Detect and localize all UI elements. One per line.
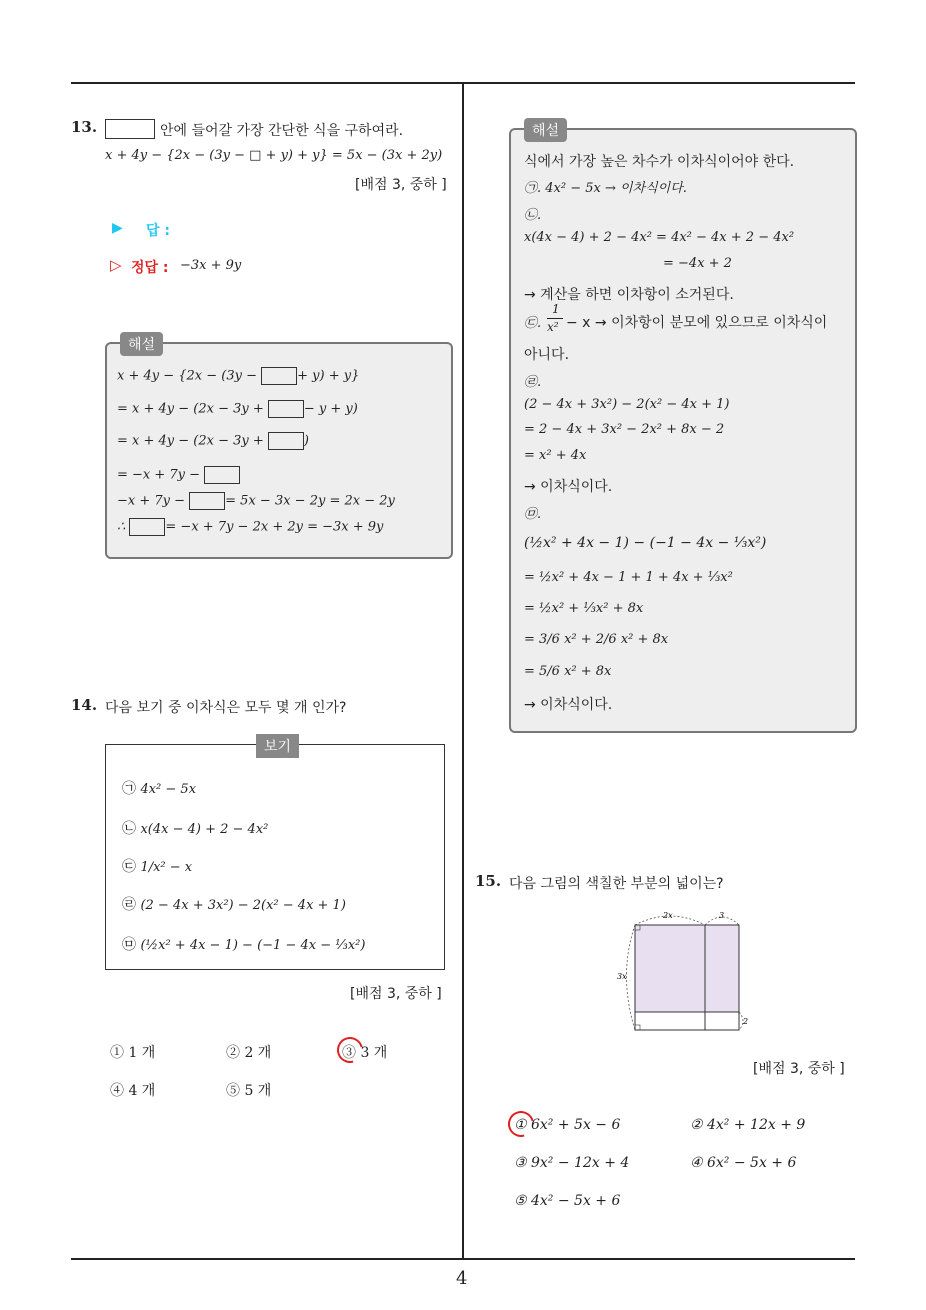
q15-text: 다음 그림의 색칠한 부분의 넓이는? <box>509 876 724 892</box>
sol14-frac-num: 1 <box>552 302 560 316</box>
sol14-line-2: ㉠. 4x² − 5x → 이차식이다. <box>524 181 687 196</box>
sol14-line-7: ㉢. <box>524 316 542 331</box>
answer-arrow-icon: ▶ <box>112 220 123 236</box>
q15-figure <box>610 905 760 1035</box>
q14-item-2: ㉡ x(4x − 4) + 2 − 4x² <box>122 821 269 837</box>
q14-item-3: ㉢ 1/x² − x <box>122 859 193 875</box>
column-divider <box>462 82 464 1260</box>
q14-text: 다음 보기 중 이차식은 모두 몇 개 인가? <box>105 700 347 716</box>
q15-number: 15. <box>475 872 502 890</box>
q14-option-4[interactable]: ④ 4 개 <box>110 1083 156 1099</box>
sol14-line-1: 식에서 가장 높은 차수가 이차식이어야 한다. <box>524 154 795 170</box>
sol14-line-13: = x² + 4x <box>524 448 587 463</box>
q14-item-1: ㉠ 4x² − 5x <box>122 781 197 797</box>
sol14-line-6: → 계산을 하면 이차항이 소거된다. <box>524 287 734 303</box>
q13-number: 13. <box>71 118 98 136</box>
label-2x: 2x <box>663 911 673 920</box>
sol14-frac-den: x² <box>547 320 559 334</box>
page-number: 4 <box>456 1268 468 1289</box>
sol14-line-19: = 3/6 x² + 2/6 x² + 8x <box>524 632 669 647</box>
label-2: 2 <box>743 1017 749 1026</box>
label-3x: 3x <box>617 972 627 981</box>
brace-left <box>627 925 636 1030</box>
q14-solution-tag: 해설 <box>524 118 567 142</box>
sol13-line2: = x + 4y − (2x − 3y + − y + y) <box>117 401 358 417</box>
q13-correct-label: 정답 : <box>131 260 169 276</box>
q15-option-4[interactable]: ④ 6x² − 5x + 6 <box>690 1155 797 1171</box>
q14-number: 14. <box>71 696 98 714</box>
sol14-line-9: 아니다. <box>524 347 570 363</box>
q14-example-tag: 보기 <box>256 734 299 758</box>
sol14-line-3: ㉡. <box>524 208 542 223</box>
q15-score: [배점 3, 중하 ] <box>753 1061 845 1077</box>
sol13-line3: = x + 4y − (2x − 3y + ) <box>117 433 309 449</box>
sol13-line6: ∴ = −x + 7y − 2x + 2y = −3x + 9y <box>117 519 384 535</box>
sol14-line-8: − x → 이차항이 분모에 있으므로 이차식이 <box>566 315 828 331</box>
sol14-line-14: → 이차식이다. <box>524 479 613 495</box>
q14-option-2[interactable]: ② 2 개 <box>226 1045 272 1061</box>
q14-item-4: ㉣ (2 − 4x + 3x²) − 2(x² − 4x + 1) <box>122 897 346 913</box>
q14-score: [배점 3, 중하 ] <box>350 986 442 1002</box>
q14-option-3[interactable]: ③ 3 개 <box>342 1045 388 1061</box>
sol14-line-21: → 이차식이다. <box>524 697 613 713</box>
q15-selected-mark <box>503 1106 539 1142</box>
sol14-line-15: ㉤. <box>524 507 542 522</box>
q13-blank-box <box>105 119 155 139</box>
q15-option-3[interactable]: ③ 9x² − 12x + 4 <box>514 1155 630 1171</box>
sol13-line4: = −x + 7y − <box>117 466 240 484</box>
sol13-line5: −x + 7y − = 5x − 3x − 2y = 2x − 2y <box>117 493 395 509</box>
q14-item-5: ㉤ (½x² + 4x − 1) − (−1 − 4x − ⅓x²) <box>122 937 366 953</box>
q15-option-2[interactable]: ② 4x² + 12x + 9 <box>690 1117 806 1133</box>
q13-score: [배점 3, 중하 ] <box>355 177 447 193</box>
q13-answer-label: 답 : <box>146 223 170 239</box>
sol14-line-17: = ½x² + 4x − 1 + 1 + 4x + ⅓x² <box>524 570 733 585</box>
sol14-frac-bar <box>547 318 563 319</box>
sol14-line-11: (2 − 4x + 3x²) − 2(x² − 4x + 1) <box>524 397 730 412</box>
q15-option-1[interactable]: ① 6x² + 5x − 6 <box>514 1117 621 1133</box>
bottom-rule <box>71 1258 855 1260</box>
q14-option-1[interactable]: ① 1 개 <box>110 1045 156 1061</box>
q13-solution-tag: 해설 <box>120 332 163 356</box>
q14-selected-mark <box>332 1032 368 1068</box>
sol14-line-12: = 2 − 4x + 3x² − 2x² + 8x − 2 <box>524 422 725 437</box>
correct-arrow-icon: ▷ <box>110 256 122 274</box>
sol14-line-5: = −4x + 2 <box>663 256 732 271</box>
q13-text: 안에 들어갈 가장 간단한 식을 구하여라. <box>160 123 404 139</box>
sol14-line-18: = ½x² + ⅓x² + 8x <box>524 601 644 616</box>
shaded-region <box>635 925 739 1012</box>
q14-option-5[interactable]: ⑤ 5 개 <box>226 1083 272 1099</box>
sol14-line-4: x(4x − 4) + 2 − 4x² = 4x² − 4x + 2 − 4x² <box>524 230 795 245</box>
label-3-top: 3 <box>719 911 725 920</box>
q15-option-5[interactable]: ⑤ 4x² − 5x + 6 <box>514 1193 621 1209</box>
right-angle-mark-2 <box>635 1025 640 1030</box>
sol13-line1: x + 4y − {2x − (3y − + y) + y} <box>117 368 360 384</box>
q13-equation: x + 4y − {2x − (3y − □ + y) + y} = 5x − (3x + 2y) <box>105 148 443 163</box>
q13-correct-value: −3x + 9y <box>180 258 242 273</box>
sol14-line-10: ㉣. <box>524 375 542 390</box>
sol14-line-20: = 5/6 x² + 8x <box>524 664 612 679</box>
sol14-line-16: (½x² + 4x − 1) − (−1 − 4x − ⅓x²) <box>524 535 767 551</box>
